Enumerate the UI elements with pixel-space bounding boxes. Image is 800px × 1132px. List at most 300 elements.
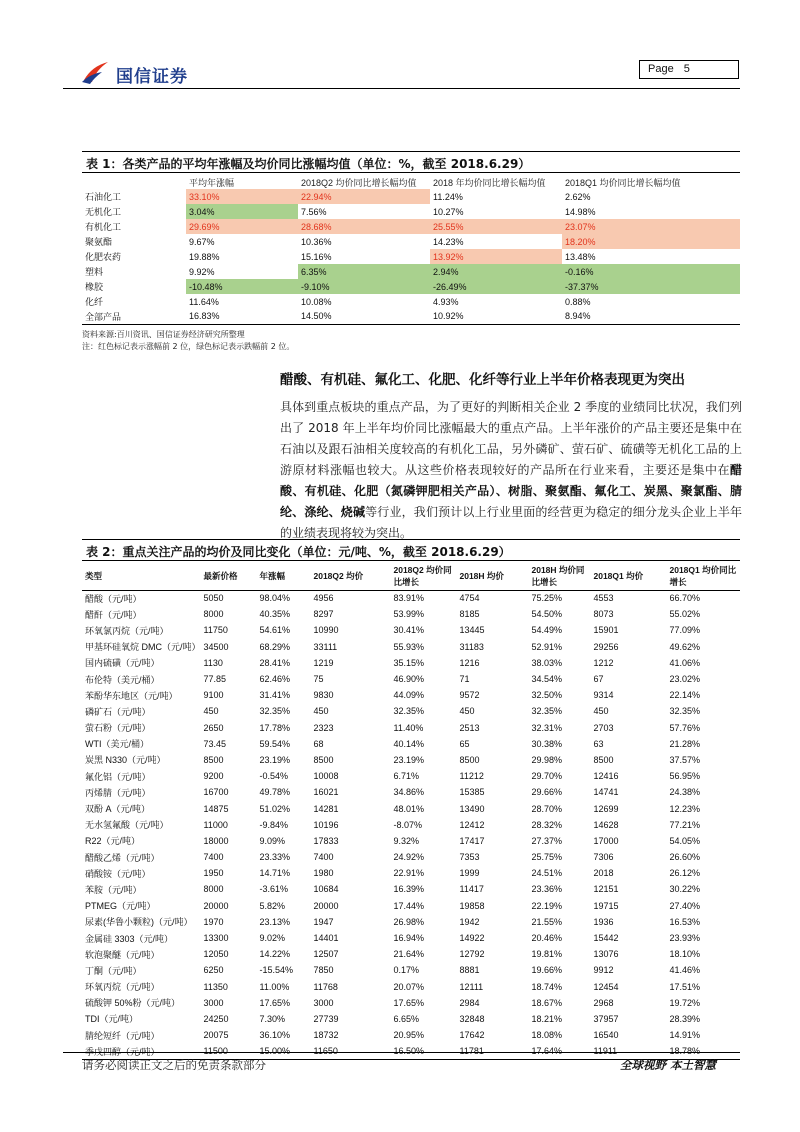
para-text-1: 具体到重点板块的重点产品，为了更好的判断相关企业 2 季度的业绩同比状况，我们列出了 2018 年上半年均价同比涨幅最大的重点产品。上半年涨价的产品主要还是集中在石油以及跟石油相关度较高的有机化工品，另外磷矿、萤石矿、硫磺等无机化工品的上游原材料涨幅也较大。从这些价格表现较好的产品所在行业来看，主要还是集中在 bbox=[280, 400, 742, 477]
table2-cell: 65 bbox=[459, 738, 470, 749]
table1-cell: 13.92% bbox=[430, 249, 562, 264]
table2-cell: 14.71% bbox=[259, 868, 291, 879]
table2-cell: 12151 bbox=[593, 884, 619, 895]
table2-cell: 17833 bbox=[313, 835, 339, 846]
table2-cell: 34.54% bbox=[531, 674, 563, 685]
table2-cell: 27739 bbox=[313, 1013, 339, 1024]
table2-row bbox=[82, 639, 740, 655]
table2-row-label: 醋酸乙烯（元/吨） bbox=[85, 852, 160, 863]
table2-cell: 34.86% bbox=[393, 787, 425, 798]
table2-cell: 54.49% bbox=[531, 625, 563, 636]
table2-row-label: 氟化铝（元/吨） bbox=[85, 771, 151, 782]
table2-cell: 23.13% bbox=[259, 916, 291, 927]
table2-cell: 32848 bbox=[459, 1013, 485, 1024]
table2-cell: 12050 bbox=[203, 949, 229, 960]
table2-row bbox=[82, 655, 740, 671]
table2-cell: 3000 bbox=[203, 997, 224, 1008]
table2-cell: 14281 bbox=[313, 803, 339, 814]
table2-row bbox=[82, 752, 740, 768]
table2-cell: 20000 bbox=[313, 900, 339, 911]
table2-row-label: 硫酸钾 50%粉（元/吨） bbox=[85, 998, 181, 1009]
table2-cell: 17.44% bbox=[393, 900, 425, 911]
table2-cell: 48.01% bbox=[393, 803, 425, 814]
table2-caption: 表 2：重点关注产品的均价及同比变化（单位：元/吨、%，截至 2018.6.29） bbox=[82, 539, 740, 561]
table2-cell: 14401 bbox=[313, 933, 339, 944]
table2-cell: 9912 bbox=[593, 965, 614, 976]
table1-cell: 23.07% bbox=[562, 219, 740, 234]
table2-cell: 11350 bbox=[203, 981, 228, 992]
table1-cell: 14.50% bbox=[298, 309, 430, 324]
table2-row bbox=[82, 817, 740, 833]
table1-row-label: 有机化工 bbox=[85, 222, 122, 232]
table1-cell: 2.94% bbox=[430, 264, 562, 279]
table2-cell: 10196 bbox=[313, 819, 339, 830]
table2-row-label: 磷矿石（元/吨） bbox=[85, 706, 151, 717]
table2-cell: 17417 bbox=[459, 835, 485, 846]
table1-row bbox=[82, 264, 740, 279]
table2-cell: 12.23% bbox=[669, 803, 701, 814]
table2-row-label: 萤石粉（元/吨） bbox=[85, 723, 151, 734]
table2-cell: 1219 bbox=[313, 657, 334, 668]
table2-header-row bbox=[82, 562, 740, 590]
table2-cell: 36.10% bbox=[259, 1030, 291, 1041]
table2-cell: 5050 bbox=[203, 593, 224, 604]
table2-cell: 11212 bbox=[459, 771, 484, 782]
table2-cell: 14.22% bbox=[259, 949, 291, 960]
table2-cell: 15.00% bbox=[257, 1043, 311, 1059]
table2-row-label: 金属硅 3303（元/吨） bbox=[85, 933, 174, 944]
table2-cell: 9.32% bbox=[393, 835, 420, 846]
table2-cell: 13300 bbox=[203, 933, 229, 944]
table1-note: 注：红色标记表示涨幅前 2 位，绿色标记表示跌幅前 2 位。 bbox=[82, 342, 295, 351]
table2-cell: 22.14% bbox=[669, 690, 701, 701]
table2-header-cell: 2018Q2 均价同比增长 bbox=[391, 562, 457, 590]
table2-cell: 6250 bbox=[203, 965, 224, 976]
table1-row bbox=[82, 309, 740, 324]
table2-cell: 68.29% bbox=[259, 641, 291, 652]
table2-cell: 38.03% bbox=[531, 657, 563, 668]
table2-cell: 15385 bbox=[459, 787, 485, 798]
table2-row bbox=[82, 979, 740, 995]
table2-cell: 28.32% bbox=[531, 819, 563, 830]
table2-cell: 26.12% bbox=[669, 868, 701, 879]
table2-cell: 17.65% bbox=[259, 997, 291, 1008]
table1-cell: 8.94% bbox=[562, 309, 740, 324]
table2-cell: 12454 bbox=[593, 981, 619, 992]
table1-row-label: 化肥农药 bbox=[85, 252, 122, 262]
header-divider bbox=[63, 88, 740, 89]
table2-cell: 9200 bbox=[203, 771, 224, 782]
table1-header-cell: 2018Q1 均价同比增长幅均值 bbox=[565, 177, 681, 188]
table2-cell: 10008 bbox=[313, 771, 339, 782]
table1-row bbox=[82, 249, 740, 264]
table2-cell: 49.78% bbox=[259, 787, 291, 798]
table1-row bbox=[82, 219, 740, 234]
table2-cell: 10990 bbox=[313, 625, 339, 636]
table2-cell: 55.93% bbox=[393, 641, 425, 652]
table2-cell: 16.50% bbox=[391, 1043, 457, 1059]
table2-cell: 26.60% bbox=[669, 852, 701, 863]
company-logo bbox=[82, 60, 222, 87]
table2-cell: 14741 bbox=[593, 787, 619, 798]
table2-cell: 30.41% bbox=[393, 625, 425, 636]
table1-cell: 9.92% bbox=[189, 266, 215, 277]
table2-cell: 21.64% bbox=[393, 949, 425, 960]
table2-cell: 8500 bbox=[203, 754, 224, 765]
table2-cell: 17.78% bbox=[259, 722, 291, 733]
table2-cell: 32.31% bbox=[531, 722, 563, 733]
table2-row bbox=[82, 703, 740, 719]
table1-cell: 6.35% bbox=[298, 264, 430, 279]
table2-cell: 7400 bbox=[203, 852, 224, 863]
table2-cell: 1216 bbox=[459, 657, 480, 668]
table2-cell: 20.46% bbox=[531, 933, 563, 944]
table2-row-label: 甲基环硅氧烷 DMC（元/吨） bbox=[85, 642, 201, 653]
table1 bbox=[82, 175, 740, 325]
table2-cell: 63 bbox=[593, 738, 604, 749]
table2-cell: 57.76% bbox=[669, 722, 701, 733]
table2-cell: 11650 bbox=[311, 1043, 391, 1059]
table2-row-label: 双酚 A（元/吨） bbox=[85, 804, 151, 815]
para-bold-industries: 醋酸、有机硅、化肥（氮磷钾肥相关产品）、树脂、聚氨酯、氟化工、炭黑、聚氯酯、腈纶、涤纶、烧碱 bbox=[280, 463, 742, 519]
table2-row bbox=[82, 833, 740, 849]
table1-header-cell: 平均年涨幅 bbox=[189, 177, 235, 188]
table1-cell: -37.37% bbox=[562, 279, 740, 294]
table2-row-label: 丁酮（元/吨） bbox=[85, 965, 142, 976]
logo-mark-icon bbox=[82, 60, 110, 84]
table2-cell: 7353 bbox=[459, 852, 480, 863]
table2-cell: 4956 bbox=[313, 593, 334, 604]
table2-header-cell: 年涨幅 bbox=[257, 562, 311, 590]
table2-cell: 56.95% bbox=[669, 771, 701, 782]
table2-cell: 12416 bbox=[593, 771, 619, 782]
table2-row-label: 腈纶短纤（元/吨） bbox=[85, 1030, 160, 1041]
table2-cell: 7850 bbox=[313, 965, 334, 976]
table2-row-label: 苯胺（元/吨） bbox=[85, 884, 142, 895]
table2-cell: 18.08% bbox=[531, 1030, 563, 1041]
table2-cell: 2513 bbox=[459, 722, 480, 733]
table2-cell: 6.65% bbox=[393, 1013, 420, 1024]
table2-cell: 450 bbox=[313, 706, 329, 717]
table2-cell: 32.35% bbox=[393, 706, 425, 717]
table2-cell: 11750 bbox=[203, 625, 228, 636]
table1-cell: 18.20% bbox=[562, 234, 740, 249]
table2-cell: 75.25% bbox=[531, 593, 563, 604]
table2-cell: 15901 bbox=[593, 625, 619, 636]
table1-cell: 19.88% bbox=[189, 251, 220, 262]
table2-cell: 20.07% bbox=[393, 981, 425, 992]
table1-header-cell: 2018Q2 均价同比增长幅均值 bbox=[301, 177, 417, 188]
table2-cell: 20075 bbox=[203, 1030, 229, 1041]
table2-cell: 11500 bbox=[201, 1043, 257, 1059]
table2-cell: -9.84% bbox=[259, 819, 289, 830]
table2-row-label: 环氧氯丙烷（元/吨） bbox=[85, 625, 169, 636]
table2-row-label: 苯酚华东地区（元/吨） bbox=[85, 690, 178, 701]
table2-cell: 54.61% bbox=[259, 625, 291, 636]
table2-cell: 27.37% bbox=[531, 835, 563, 846]
table2-cell: 2984 bbox=[459, 997, 480, 1008]
table2-header-cell: 最新价格 bbox=[201, 562, 257, 590]
table1-row-label: 全部产品 bbox=[82, 309, 186, 324]
table2-row-label: 醋酐（元/吨） bbox=[85, 609, 142, 620]
table2-cell: 11000 bbox=[203, 819, 228, 830]
table2-cell: 24.92% bbox=[393, 852, 425, 863]
table2-cell: 77.21% bbox=[669, 819, 701, 830]
table2-row-label: 软泡聚醚（元/吨） bbox=[85, 949, 160, 960]
table1-caption: 表 1：各类产品的平均年涨幅及均价同比涨幅均值（单位：%，截至 2018.6.29） bbox=[82, 151, 740, 173]
table2-cell: 1212 bbox=[593, 657, 614, 668]
table2-cell: 68 bbox=[313, 738, 324, 749]
table1-row-label: 无机化工 bbox=[85, 207, 122, 217]
table2-cell: 2323 bbox=[313, 722, 334, 733]
table2-cell: 22.19% bbox=[531, 900, 563, 911]
table2-cell: -0.54% bbox=[259, 771, 289, 782]
table2-cell: 14628 bbox=[593, 819, 619, 830]
table2-row bbox=[82, 914, 740, 930]
table2-cell: 450 bbox=[203, 706, 219, 717]
table1-row bbox=[82, 234, 740, 249]
table2-cell: 30.22% bbox=[669, 884, 701, 895]
table2-cell: 23.36% bbox=[531, 884, 563, 895]
table2-header-cell: 2018Q1 均价同比增长 bbox=[667, 562, 741, 590]
table2-row-label: 季戊四醇（元/吨） bbox=[82, 1043, 201, 1059]
table2-cell: 34500 bbox=[203, 641, 229, 652]
table2-row bbox=[82, 1027, 740, 1043]
table2-row-label: 硝酸铵（元/吨） bbox=[85, 868, 151, 879]
table2-cell: 37.57% bbox=[669, 754, 701, 765]
table2-cell: 450 bbox=[459, 706, 475, 717]
table2-cell: 6.71% bbox=[393, 771, 420, 782]
table2-cell: 0.17% bbox=[393, 965, 420, 976]
table2-cell: 31.41% bbox=[259, 690, 291, 701]
table2-row-label: 丙烯腈（元/吨） bbox=[85, 787, 151, 798]
table2-cell: 32.35% bbox=[259, 706, 291, 717]
table2-row-label: 环氧丙烷（元/吨） bbox=[85, 982, 160, 993]
table2-row-label: PTMEG（元/吨） bbox=[85, 901, 156, 912]
table2-cell: 13076 bbox=[593, 949, 619, 960]
table2-cell: 32.35% bbox=[669, 706, 701, 717]
table2-cell: 25.75% bbox=[531, 852, 563, 863]
table2-cell: 52.91% bbox=[531, 641, 563, 652]
table2-cell: 33111 bbox=[313, 641, 338, 652]
table2-cell: 1936 bbox=[593, 916, 614, 927]
table1-cell: 28.68% bbox=[298, 219, 430, 234]
table2-cell: 9100 bbox=[203, 690, 224, 701]
table2-cell: 2650 bbox=[203, 722, 224, 733]
table2-cell: 1942 bbox=[459, 916, 480, 927]
table2-cell: 29256 bbox=[593, 641, 619, 652]
table2-cell: 27.40% bbox=[669, 900, 701, 911]
table2-cell: 14922 bbox=[459, 933, 485, 944]
table2-cell: 24250 bbox=[203, 1013, 229, 1024]
table2-cell: 18.74% bbox=[531, 981, 563, 992]
table1-header-cell bbox=[82, 175, 186, 189]
table2-cell: 18.21% bbox=[531, 1013, 563, 1024]
table2-cell: -3.61% bbox=[259, 884, 289, 895]
table2-cell: 53.99% bbox=[393, 609, 425, 620]
table1-cell: 10.36% bbox=[301, 236, 332, 247]
table2-cell: 12699 bbox=[593, 803, 619, 814]
table2-cell: 17.65% bbox=[393, 997, 425, 1008]
footer-disclaimer: 请务必阅读正文之后的免责条款部分 bbox=[82, 1058, 266, 1072]
table2-cell: 20000 bbox=[203, 900, 229, 911]
page-number: 5 bbox=[683, 63, 690, 75]
table2-cell: 3000 bbox=[313, 997, 334, 1008]
table2-cell: 40.35% bbox=[259, 609, 291, 620]
table2-row bbox=[82, 768, 740, 784]
table2-row bbox=[82, 962, 740, 978]
table1-header-cell: 2018 年均价同比增长幅均值 bbox=[433, 177, 546, 188]
table1-cell: -9.10% bbox=[298, 279, 430, 294]
table2-cell: 37957 bbox=[593, 1013, 619, 1024]
table2-cell: 54.05% bbox=[669, 835, 701, 846]
table2-row-label: TDI（元/吨） bbox=[85, 1014, 138, 1025]
table1-cell: -10.48% bbox=[186, 279, 298, 294]
table2-cell: 24.38% bbox=[669, 787, 701, 798]
table2-cell: 8185 bbox=[459, 609, 480, 620]
table1-cell: 15.16% bbox=[301, 251, 332, 262]
table1-cell: 4.93% bbox=[433, 296, 459, 307]
table1-cell: 0.88% bbox=[565, 296, 591, 307]
table2-row bbox=[82, 995, 740, 1011]
table2-cell: 35.15% bbox=[393, 657, 425, 668]
table2-cell: 26.98% bbox=[393, 916, 425, 927]
table2-cell: 31183 bbox=[459, 641, 484, 652]
table2-cell: 54.50% bbox=[531, 609, 563, 620]
table2-cell: 55.02% bbox=[669, 609, 701, 620]
table2-cell: 40.14% bbox=[393, 738, 425, 749]
table2-cell: 4754 bbox=[459, 593, 480, 604]
table2-cell: 11.00% bbox=[259, 981, 290, 992]
table1-cell: 16.83% bbox=[186, 309, 298, 324]
table2-cell: 32.35% bbox=[531, 706, 563, 717]
table2-cell: 17.64% bbox=[529, 1043, 591, 1059]
table1-cell: 25.55% bbox=[430, 219, 562, 234]
table2-header-cell: 2018Q2 均价 bbox=[311, 562, 391, 590]
table2-cell: 9.09% bbox=[259, 835, 286, 846]
table2-cell: 18000 bbox=[203, 835, 229, 846]
table2-cell: 98.04% bbox=[259, 593, 291, 604]
table2-cell: 66.70% bbox=[669, 593, 701, 604]
page-label: Page bbox=[648, 63, 674, 75]
table1-row bbox=[82, 279, 740, 294]
section-title: 醋酸、有机硅、氟化工、化肥、化纤等行业上半年价格表现更为突出 bbox=[280, 372, 685, 388]
table2 bbox=[82, 562, 740, 1060]
table1-cell: 14.23% bbox=[433, 236, 464, 247]
table1-cell: 33.10% bbox=[186, 189, 298, 204]
table2-cell: 77.85 bbox=[203, 674, 227, 685]
table2-cell: -8.07% bbox=[393, 819, 423, 830]
table1-cell: 3.04% bbox=[186, 204, 298, 219]
table2-cell: 19.66% bbox=[531, 965, 563, 976]
table2-row bbox=[82, 946, 740, 962]
table2-cell: 2968 bbox=[593, 997, 614, 1008]
table2-cell: 5.82% bbox=[259, 900, 286, 911]
table2-cell: 12792 bbox=[459, 949, 485, 960]
table2-cell: 44.09% bbox=[393, 690, 425, 701]
table2-cell: 11417 bbox=[459, 884, 484, 895]
table2-cell: 7.30% bbox=[259, 1013, 286, 1024]
table2-cell: 23.33% bbox=[259, 852, 291, 863]
table2-cell: 32.50% bbox=[531, 690, 563, 701]
table1-header-row bbox=[82, 175, 740, 189]
table2-cell: 21.28% bbox=[669, 738, 701, 749]
table2-cell: 19715 bbox=[593, 900, 619, 911]
table2-row-label: 布伦特（美元/桶） bbox=[85, 674, 160, 685]
table2-row bbox=[82, 800, 740, 816]
footer-divider bbox=[63, 1052, 740, 1053]
table2-cell: 21.55% bbox=[531, 916, 563, 927]
table2-cell: 1980 bbox=[313, 868, 334, 879]
table2-row-label: R22（元/吨） bbox=[85, 836, 141, 847]
table1-row bbox=[82, 294, 740, 309]
table2-cell: 16540 bbox=[593, 1030, 619, 1041]
table2-cell: 18.67% bbox=[531, 997, 563, 1008]
table2-cell: 450 bbox=[593, 706, 609, 717]
table2-cell: 1970 bbox=[203, 916, 224, 927]
table2-cell: 28.70% bbox=[531, 803, 563, 814]
table2-cell: 24.51% bbox=[531, 868, 563, 879]
table2-cell: 73.45 bbox=[203, 738, 227, 749]
table2-cell: 14.91% bbox=[669, 1030, 701, 1041]
table2-cell: 41.46% bbox=[669, 965, 701, 976]
table2-cell: 19.81% bbox=[531, 949, 563, 960]
table1-cell: 10.27% bbox=[433, 206, 464, 217]
table1-cell: 9.67% bbox=[189, 236, 215, 247]
table1-cell: 11.64% bbox=[189, 296, 219, 307]
table2-row-label: 无水氢氟酸（元/吨） bbox=[85, 820, 169, 831]
table1-cell: 11.24% bbox=[433, 191, 463, 202]
table2-cell: 8500 bbox=[593, 754, 614, 765]
table1-row-label: 化纤 bbox=[85, 297, 104, 307]
table2-cell: 2018 bbox=[593, 868, 614, 879]
table2-cell: 1950 bbox=[203, 868, 224, 879]
table2-row bbox=[82, 590, 740, 606]
table2-cell: 22.91% bbox=[393, 868, 425, 879]
table2-cell: 23.19% bbox=[259, 754, 291, 765]
table2-row bbox=[82, 849, 740, 865]
table2-cell: 11768 bbox=[313, 981, 338, 992]
table2-cell: 23.19% bbox=[393, 754, 425, 765]
table2-cell: 16700 bbox=[203, 787, 229, 798]
table2-cell: 18732 bbox=[313, 1030, 339, 1041]
table2-cell: 19.72% bbox=[669, 997, 701, 1008]
table2-cell: 8000 bbox=[203, 609, 224, 620]
table2-header-cell: 2018H 均价同比增长 bbox=[529, 562, 591, 590]
table2-header-cell: 2018H 均价 bbox=[457, 562, 529, 590]
table2-cell: 17.51% bbox=[669, 981, 701, 992]
table2-cell: 49.62% bbox=[669, 641, 701, 652]
table2-cell: 41.06% bbox=[669, 657, 701, 668]
table2-cell: 13445 bbox=[459, 625, 485, 636]
table2-cell: 16021 bbox=[313, 787, 339, 798]
table2-row bbox=[82, 881, 740, 897]
table2-cell: 20.95% bbox=[393, 1030, 425, 1041]
table2-cell: 10684 bbox=[313, 884, 339, 895]
table2-cell: 23.93% bbox=[669, 933, 701, 944]
table2-row-label: 国内硫磺（元/吨） bbox=[85, 658, 160, 669]
table1-cell: 10.92% bbox=[430, 309, 562, 324]
table1-source: 资料来源:百川资讯、国信证券经济研究所整理 bbox=[82, 330, 245, 339]
table1-row-label: 聚氨酯 bbox=[85, 237, 113, 247]
table1-cell: 22.94% bbox=[298, 189, 430, 204]
table2-cell: 1999 bbox=[459, 868, 480, 879]
table2-row bbox=[82, 930, 740, 946]
table2-cell: 46.90% bbox=[393, 674, 425, 685]
table1-row-label: 橡胶 bbox=[85, 282, 104, 292]
table2-row bbox=[82, 606, 740, 622]
table1-row bbox=[82, 189, 740, 204]
